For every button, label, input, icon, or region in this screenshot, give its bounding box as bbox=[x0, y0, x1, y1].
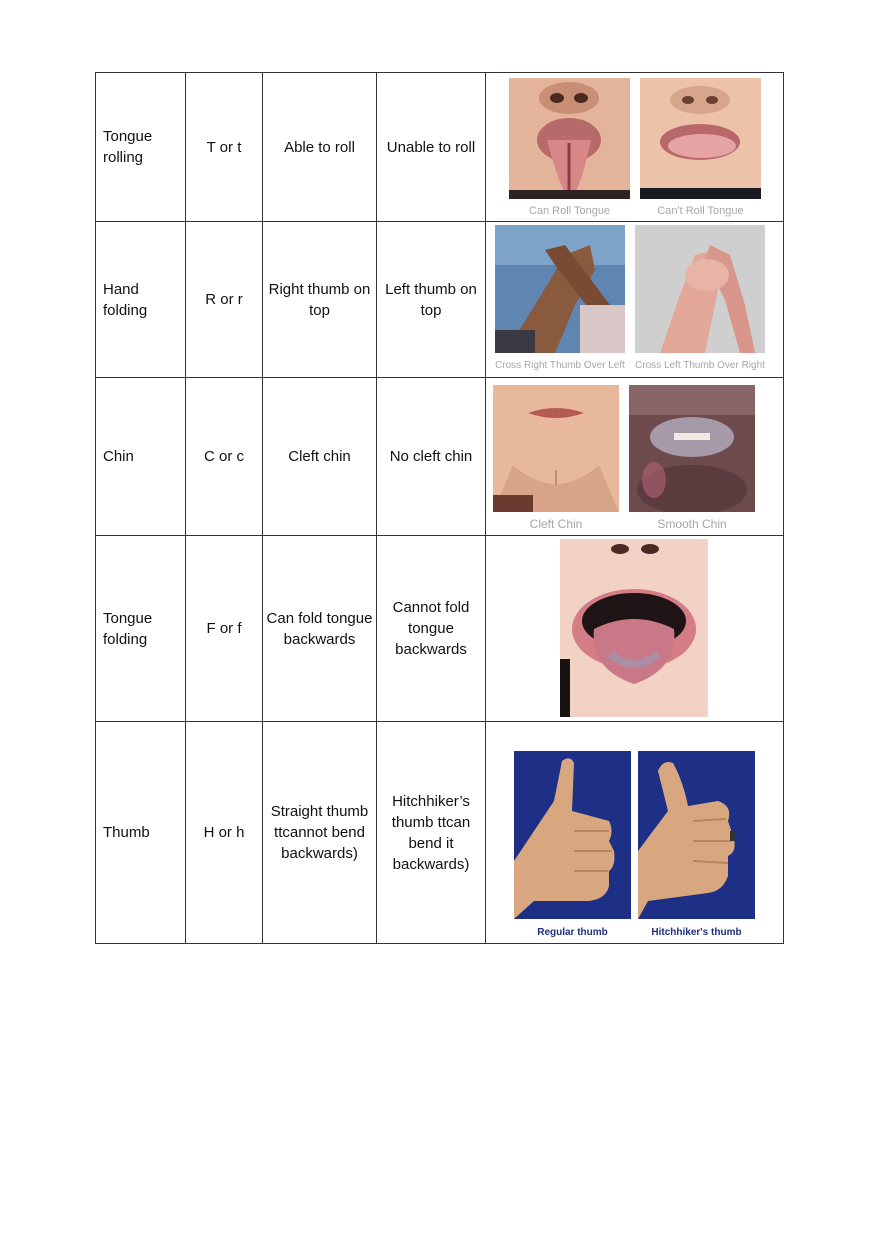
hitchhiker-thumb-photo bbox=[638, 751, 755, 919]
cleft-chin-photo bbox=[493, 385, 619, 512]
dominant-cell: Cleft chin bbox=[263, 378, 377, 536]
image-cell bbox=[486, 222, 784, 378]
table-row bbox=[96, 378, 784, 536]
symbol-cell: C or c bbox=[186, 378, 263, 536]
image-cell bbox=[486, 73, 784, 222]
symbol-cell: R or r bbox=[186, 222, 263, 378]
image-cell bbox=[486, 536, 784, 722]
recessive-cell: Unable to roll bbox=[377, 73, 486, 222]
dominant-cell: Able to roll bbox=[263, 73, 377, 222]
smooth-chin-photo bbox=[629, 385, 755, 512]
image-cell bbox=[486, 378, 784, 536]
right-thumb-hands-photo bbox=[495, 225, 625, 353]
traits-table bbox=[95, 72, 784, 944]
left-thumb-hands-photo bbox=[635, 225, 765, 353]
recessive-cell: Cannot fold tongue backwards bbox=[377, 536, 486, 722]
folded-tongue-photo bbox=[560, 539, 708, 717]
dominant-cell: Can fold tongue backwards bbox=[263, 536, 377, 722]
trait-cell: Tongue folding bbox=[96, 536, 186, 722]
table-row bbox=[96, 222, 784, 378]
symbol-cell: H or h bbox=[186, 722, 263, 944]
symbol-cell: F or f bbox=[186, 536, 263, 722]
trait-cell: Tongue rolling bbox=[96, 73, 186, 222]
dominant-cell: Right thumb on top bbox=[263, 222, 377, 378]
dominant-cell: Straight thumb ttcannot bend backwards) bbox=[263, 722, 377, 944]
regular-thumb-photo bbox=[514, 751, 631, 919]
table-row bbox=[96, 722, 784, 944]
image-caption: Cleft Chin bbox=[529, 517, 583, 531]
image-caption: Smooth Chin bbox=[657, 517, 727, 531]
image-caption: Cross Right Thumb Over Left bbox=[495, 360, 625, 371]
image-caption: Can Roll Tongue bbox=[528, 205, 611, 217]
recessive-cell: No cleft chin bbox=[377, 378, 486, 536]
image-caption: Can't Roll Tongue bbox=[657, 205, 744, 217]
table-row bbox=[96, 536, 784, 722]
trait-cell: Hand folding bbox=[96, 222, 186, 378]
recessive-cell: Hitchhiker’s thumb ttcan bend it backwards) bbox=[377, 722, 486, 944]
trait-cell: Thumb bbox=[96, 722, 186, 944]
image-caption: Regular thumb bbox=[537, 927, 608, 938]
image-cell bbox=[486, 722, 784, 944]
trait-cell: Chin bbox=[96, 378, 186, 536]
rolled-tongue-photo bbox=[509, 78, 630, 199]
flat-tongue-photo bbox=[640, 78, 761, 199]
recessive-cell: Left thumb on top bbox=[377, 222, 486, 378]
symbol-cell: T or t bbox=[186, 73, 263, 222]
image-caption: Hitchhiker's thumb bbox=[651, 927, 742, 938]
table-row bbox=[96, 73, 784, 222]
image-caption: Cross Left Thumb Over Right bbox=[635, 360, 765, 371]
